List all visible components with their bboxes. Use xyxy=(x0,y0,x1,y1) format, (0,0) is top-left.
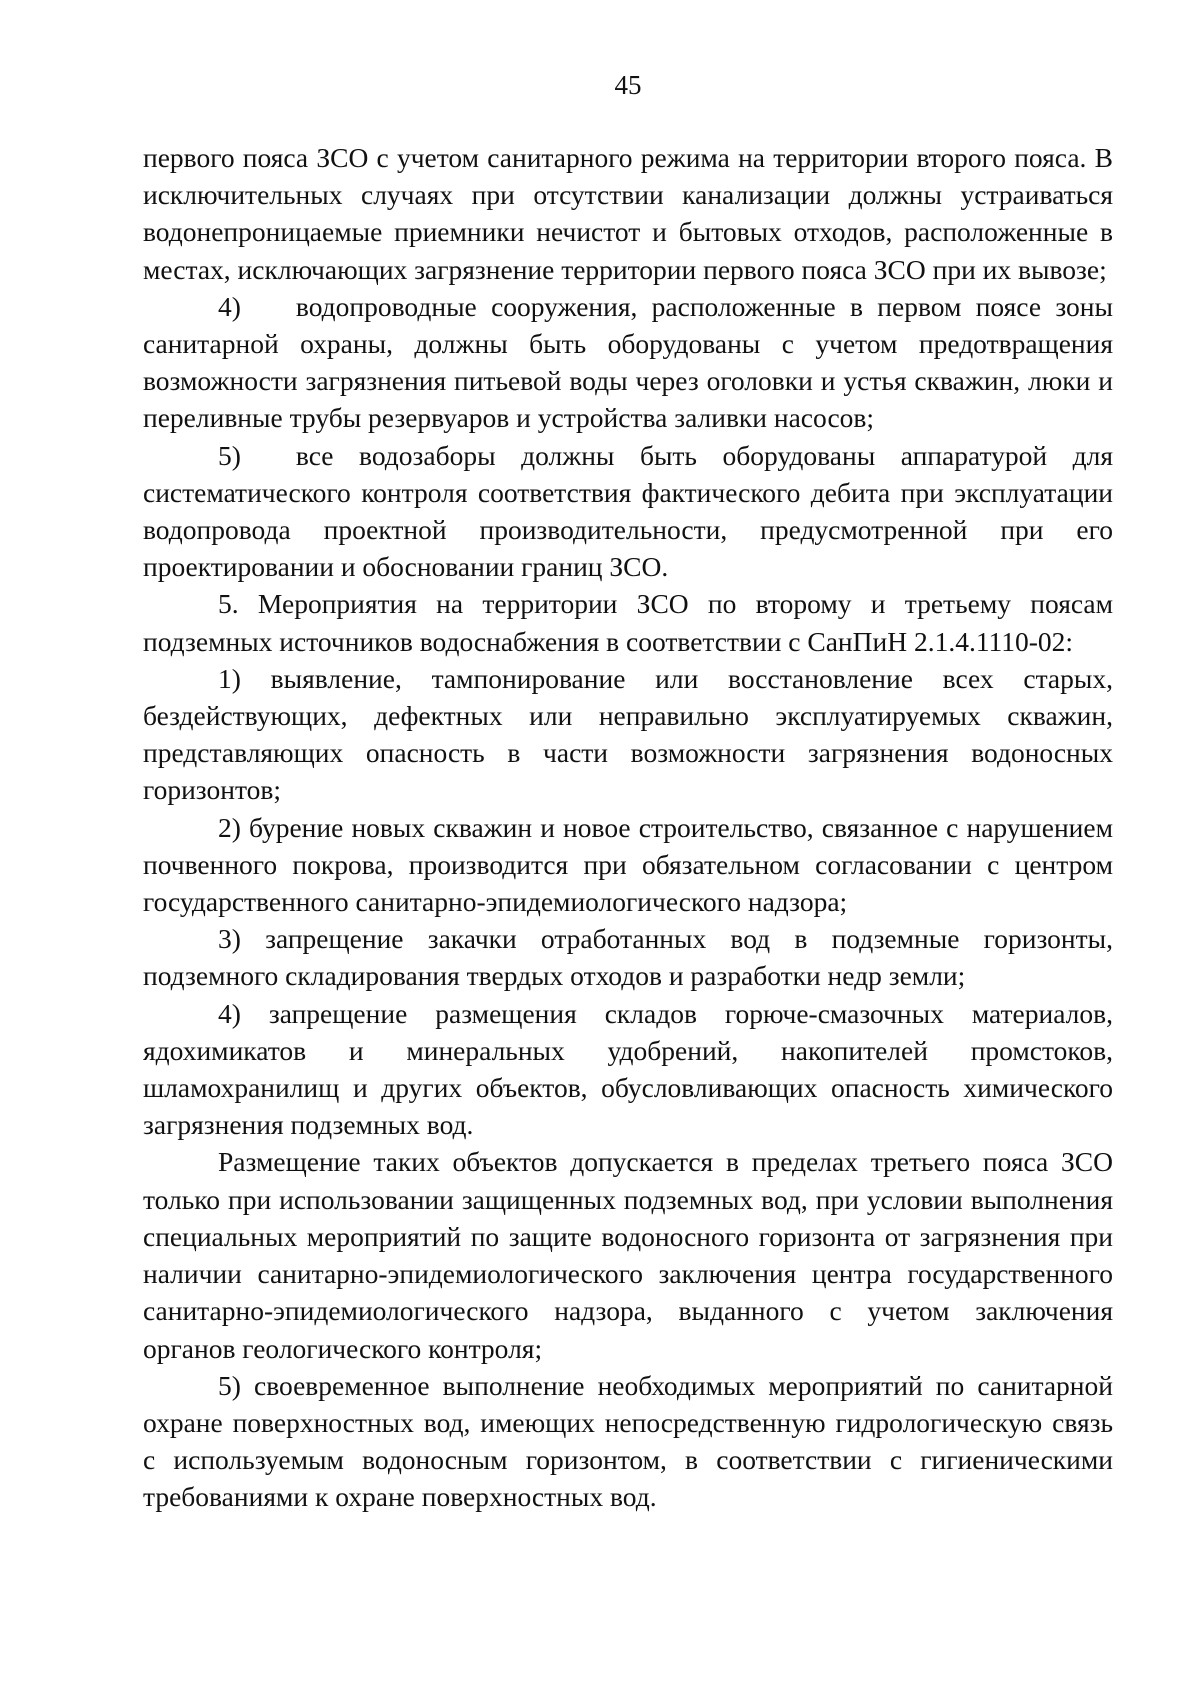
paragraph-placement-conditions: Размещение таких объектов допускается в пределах третьего пояса ЗСО только при использовании защищенных подземных вод, при условии выполнения специальных мероприятий по защите водоносного горизонта от загрязнения при наличии санитарно-эпидемиологического заключения центра государственного санитарно-эпидемиологического надзора, выданного с учетом заключения органов геологического контроля; xyxy=(143,1146,1113,1364)
paragraph-item-4-waterworks: 4) водопроводные сооружения, расположенные в первом поясе зоны санитарной охраны, должны быть оборудованы с учетом предотвращения возможности загрязнения питьевой воды через оголовки и устья скважин, люки и переливные трубы резервуаров и устройства заливки насосов; xyxy=(143,290,1113,434)
paragraph-item-5-intakes: 5) все водозаборы должны быть оборудованы аппаратурой для систематического контроля соответствия фактического дебита при эксплуатации водопровода проектной производительности, предусмотренной при его проектировании и обосновании границ ЗСО. xyxy=(143,439,1113,583)
paragraph-list-item-2: 2) бурение новых скважин и новое строительство, связанное с нарушением почвенного покрова, производится при обязательном согласовании с центром государственного санитарно-эпидемиологического надзора; xyxy=(143,811,1113,918)
document-body xyxy=(143,139,1113,1516)
paragraph-list-item-1: 1) выявление, тампонирование или восстановление всех старых, бездействующих, дефектных или неправильно эксплуатируемых скважин, представляющих опасность в части возможности загрязнения водоносных горизонтов; xyxy=(143,662,1113,806)
paragraph-list-item-3: 3) запрещение закачки отработанных вод в подземные горизонты, подземного складирования твердых отходов и разработки недр земли; xyxy=(143,923,1113,992)
paragraph-list-item-4: 4) запрещение размещения складов горюче-смазочных материалов, ядохимикатов и минеральных удобрений, накопителей промстоков, шламохранилищ и других объектов, обусловливающих опасность химического загрязнения подземных вод. xyxy=(143,997,1113,1141)
page-number: 45 xyxy=(614,70,642,100)
paragraph-section-5-heading: 5. Мероприятия на территории ЗСО по второму и третьему поясам подземных источников водоснабжения в соответствии с СанПиН 2.1.4.1110-02: xyxy=(143,588,1113,657)
paragraph-list-item-5: 5) своевременное выполнение необходимых мероприятий по санитарной охране поверхностных вод, имеющих непосредственную гидрологическую связь с используемым водоносным горизонтом, в соответствии с гигиеническими требованиями к охране поверхностных вод. xyxy=(143,1369,1113,1513)
paragraph-continuation: первого пояса ЗСО с учетом санитарного режима на территории второго пояса. В исключительных случаях при отсутствии канализации должны устраиваться водонепроницаемые приемники нечистот и бытовых отходов, расположенные в местах, исключающих загрязнение территории первого пояса ЗСО при их вывозе; xyxy=(143,142,1113,285)
